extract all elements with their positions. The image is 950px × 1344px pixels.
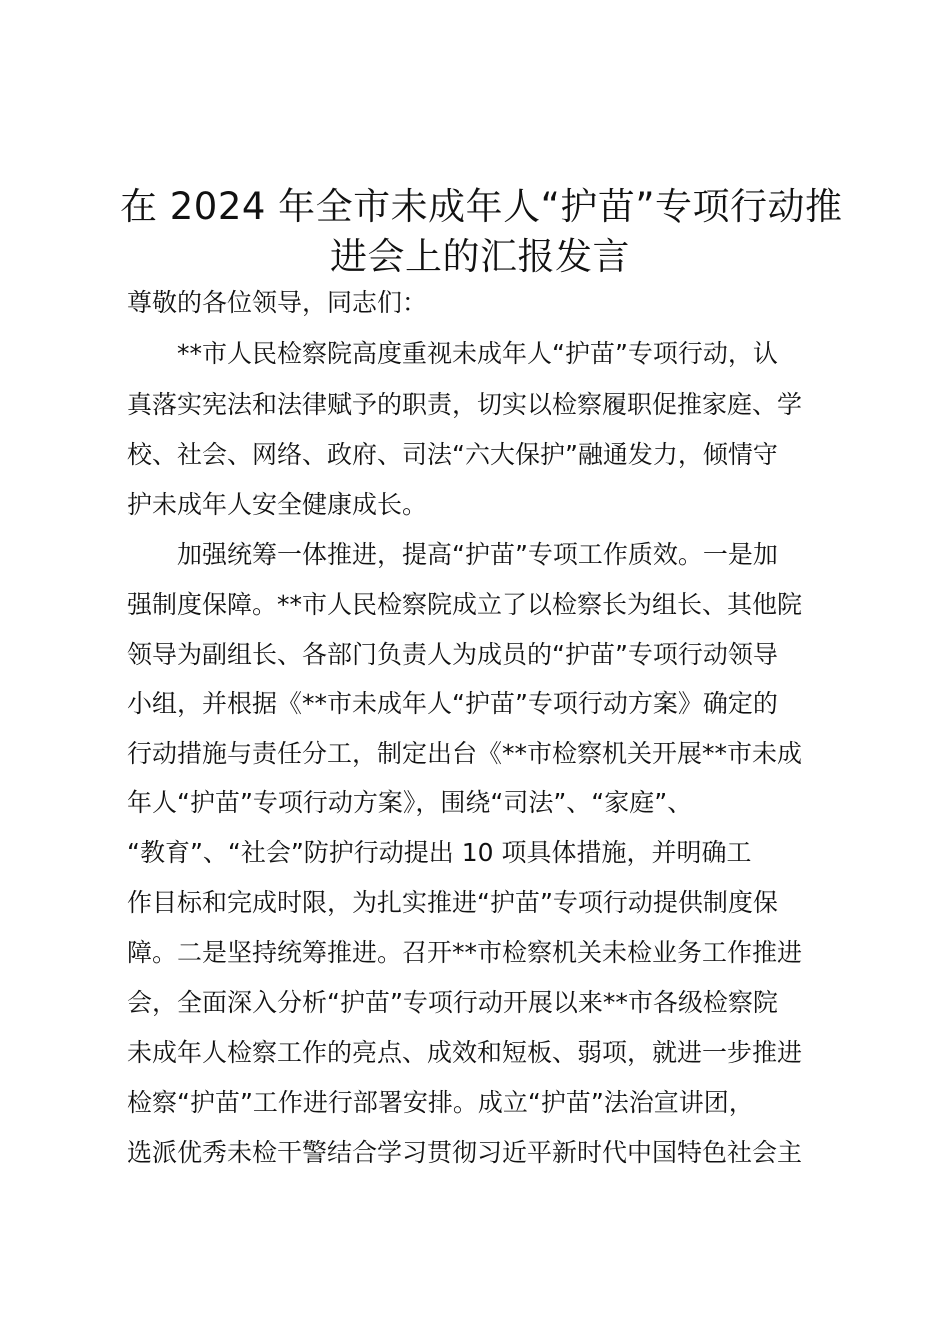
paragraph-2-line: 小组，并根据《**市未成年人“护苗”专项行动方案》确定的 xyxy=(127,689,778,718)
paragraph-2-line: 检察“护苗”工作进行部署安排。成立“护苗”法治宣讲团， xyxy=(127,1088,754,1117)
paragraph-2-line: 强制度保障。**市人民检察院成立了以检察长为组长、其他院 xyxy=(127,590,803,619)
paragraph-1-line: 真落实宪法和法律赋予的职责，切实以检察履职促推家庭、学 xyxy=(127,390,803,419)
paragraph-2-line: 行动措施与责任分工，制定出台《**市检察机关开展**市未成 xyxy=(127,739,803,768)
paragraph-2-line: 障。二是坚持统筹推进。召开**市检察机关未检业务工作推进 xyxy=(127,938,803,967)
paragraph-2-line: 选派优秀未检干警结合学习贯彻习近平新时代中国特色社会主 xyxy=(127,1138,803,1167)
paragraph-2-line: 作目标和完成时限，为扎实推进“护苗”专项行动提供制度保 xyxy=(127,888,778,917)
paragraph-2-line: 领导为副组长、各部门负责人为成员的“护苗”专项行动领导 xyxy=(127,640,778,669)
paragraph-1-line: 校、社会、网络、政府、司法“六大保护”融通发力，倾情守 xyxy=(127,440,778,469)
paragraph-2-line: 会，全面深入分析“护苗”专项行动开展以来**市各级检察院 xyxy=(127,988,778,1017)
paragraph-2-line: 未成年人检察工作的亮点、成效和短板、弱项，就进一步推进 xyxy=(127,1038,803,1067)
salutation: 尊敬的各位领导，同志们： xyxy=(127,288,428,317)
document-title-line-2: 进会上的汇报发言 xyxy=(330,235,630,278)
paragraph-2-line: 加强统筹一体推进，提高“护苗”专项工作质效。一是加 xyxy=(177,540,778,569)
document-title-line-1: 在 2024 年全市未成年人“护苗”专项行动推 xyxy=(120,185,843,228)
paragraph-2-line: 年人“护苗”专项行动方案》，围绕“司法”、“家庭”、 xyxy=(127,788,693,817)
paragraph-1-line: 护未成年人安全健康成长。 xyxy=(127,490,428,519)
paragraph-2-line: “教育”、“社会”防护行动提出 10 项具体措施，并明确工 xyxy=(127,838,752,867)
paragraph-1-line: **市人民检察院高度重视未成年人“护苗”专项行动，认 xyxy=(177,339,778,368)
